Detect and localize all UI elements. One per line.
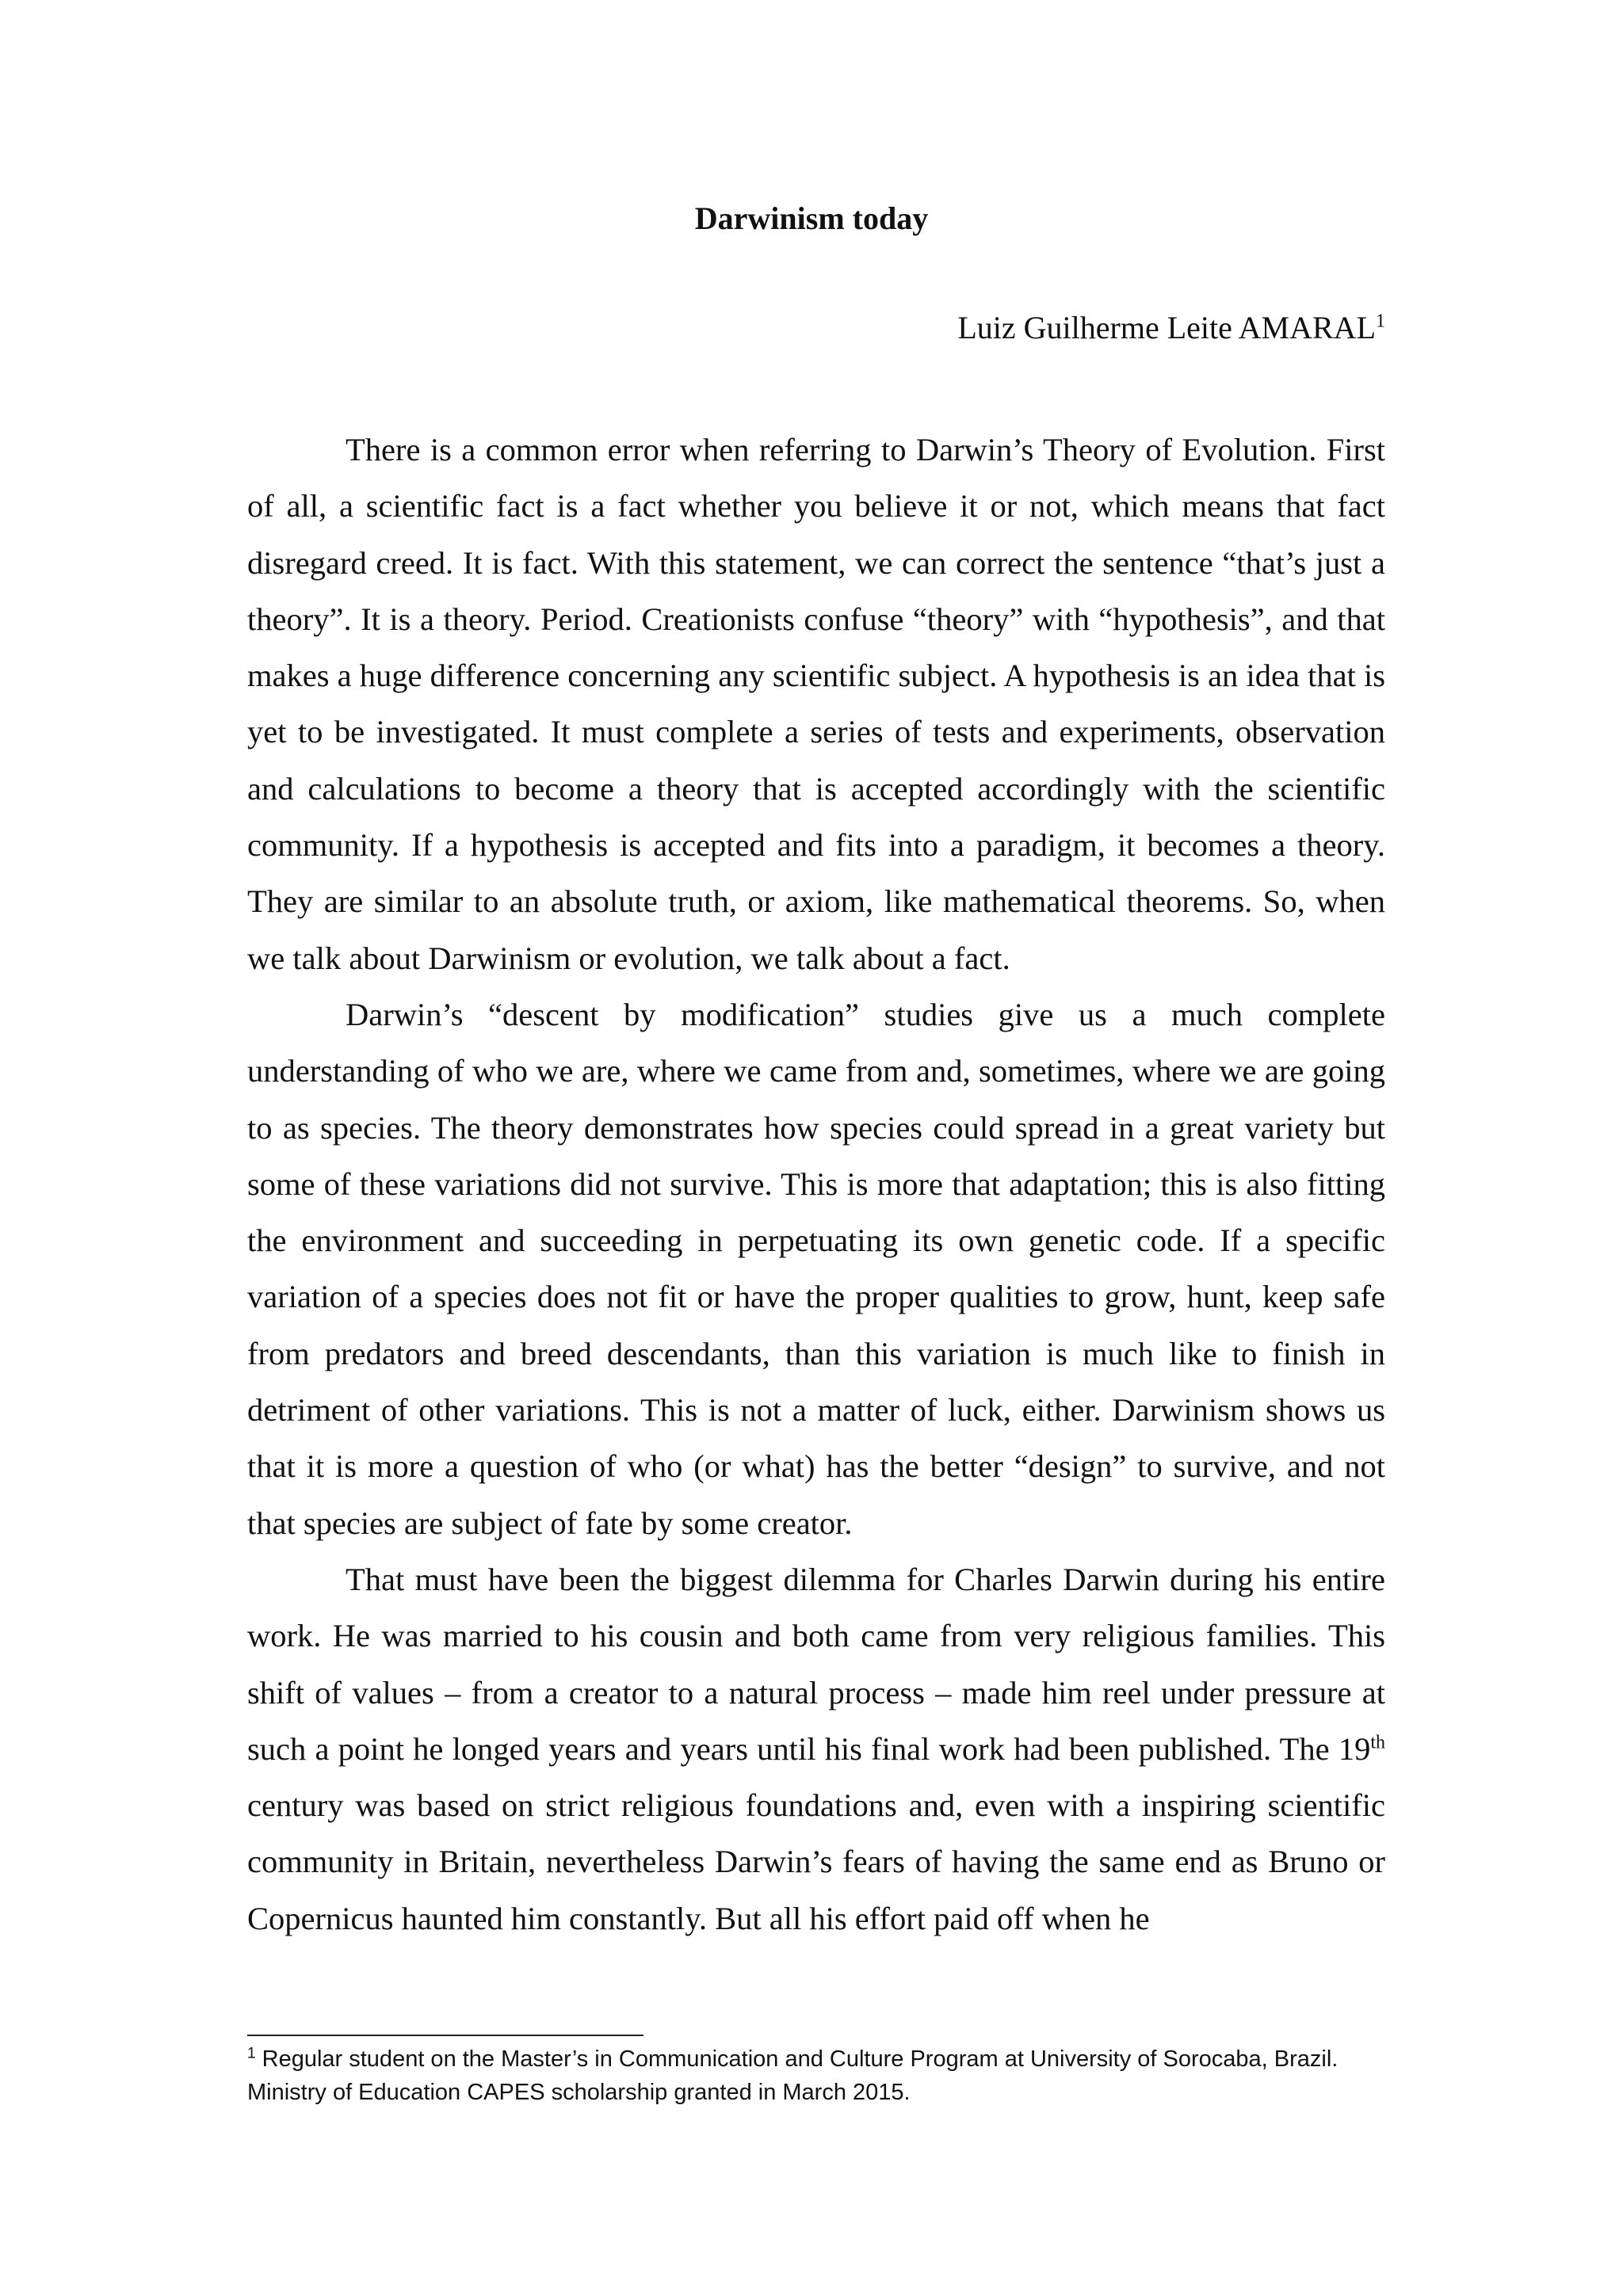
paragraph-2: Darwin’s “descent by modification” studies give us a much complete understanding of who we are, where we came from and, sometimes, where we are going to as species. The theory demonstrates how species could spread in a great variety but some of these variations did not survive. This is more that adaptation; this is also fitting the environment and succeeding in perpetuating its own genetic code. If a specific variation of a species does not fit or have the proper qualities to grow, hunt, keep safe from predators and breed descendants, than this variation is much like to finish in detriment of other variations. This is not a matter of luck, either. Darwinism shows us that it is more a question of who (or what) has the better “design” to survive, and not that species are subject of fate by some creator. bbox=[247, 996, 1385, 1541]
footnote-reference[interactable]: 1 bbox=[1376, 311, 1385, 332]
footnote-marker: 1 bbox=[247, 2045, 256, 2062]
author-line bbox=[957, 304, 1385, 352]
body-text bbox=[247, 421, 1385, 1947]
paragraph-3-part-1: That must have been the biggest dilemma for Charles Darwin during his entire work. He was married to his cousin and both came from very religious families. This shift of values – from a creator to a natural process – made him reel under pressure at such a point he longed years and years until his final work had been published. The 19 bbox=[247, 1561, 1385, 1767]
footnote bbox=[247, 2042, 1388, 2109]
paragraph-3-part-2: century was based on strict religious foundations and, even with a inspiring scientific community in Britain, nevertheless Darwin’s fears of having the same end as Bruno or Copernicus haunted him constantly. But all his effort paid off when he bbox=[247, 1787, 1385, 1936]
paragraph-1: There is a common error when referring to Darwin’s Theory of Evolution. First of all, a scientific fact is a fact whether you believe it or not, which means that fact disregard creed. It is fact. With this statement, we can correct the sentence “that’s just a theory”. It is a theory. Period. Creationists confuse “theory” with “hypothesis”, and that makes a huge difference concerning any scientific subject. A hypothesis is an idea that is yet to be investigated. It must complete a series of tests and experiments, observation and calculations to become a theory that is accepted accordingly with the scientific community. If a hypothesis is accepted and fits into a paradigm, it becomes a theory. They are similar to an absolute truth, or axiom, like mathematical theorems. So, when we talk about Darwinism or evolution, we talk about a fact. bbox=[247, 432, 1385, 976]
ordinal-superscript: th bbox=[1370, 1732, 1385, 1753]
footnote-text: Regular student on the Master’s in Communication and Culture Program at University of Sorocaba, Brazil. Ministry of Education CAPES scholarship granted in March 2015. bbox=[247, 2046, 1338, 2105]
footnote-divider bbox=[247, 2035, 643, 2036]
document-title: Darwinism today bbox=[694, 200, 929, 236]
author-name: Luiz Guilherme Leite AMARAL bbox=[957, 310, 1376, 345]
paragraph-3 bbox=[247, 1551, 1385, 1947]
